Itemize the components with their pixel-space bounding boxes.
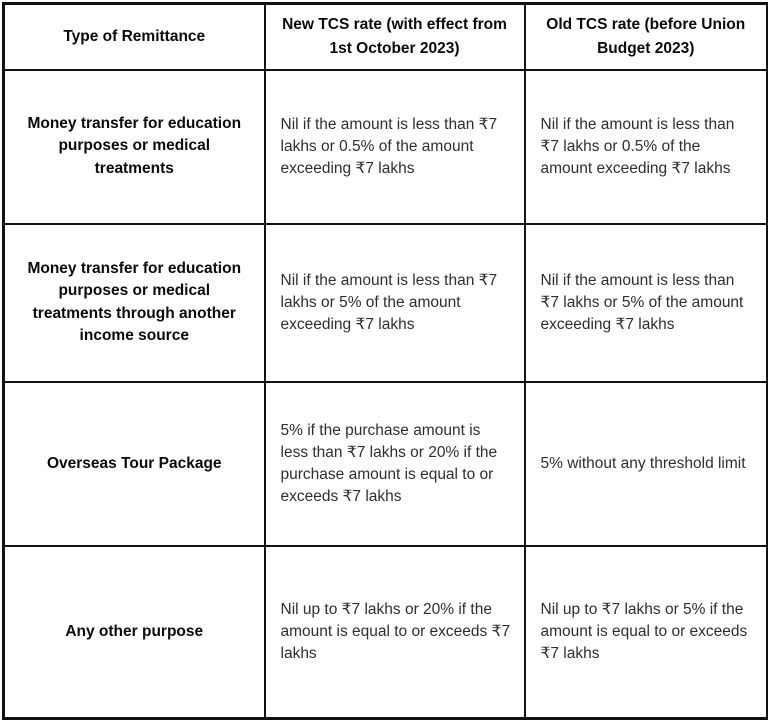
remittance-type-cell: Money transfer for education purposes or medical treatments (4, 70, 265, 224)
remittance-type-cell: Any other purpose (4, 546, 265, 718)
header-row (4, 4, 768, 70)
column-header-new-tcs-rate: New TCS rate (with effect from 1st October 2023) (265, 4, 525, 70)
remittance-type-cell: Money transfer for education purposes or medical treatments through another income source (4, 224, 265, 382)
table-row-education-medical-other-income (4, 224, 768, 382)
old-rate-cell: Nil if the amount is less than ₹7 lakhs or 0.5% of the amount exceeding ₹7 lakhs (525, 70, 768, 224)
new-rate-cell: Nil if the amount is less than ₹7 lakhs or 5% of the amount exceeding ₹7 lakhs (265, 224, 525, 382)
new-rate-cell: Nil up to ₹7 lakhs or 20% if the amount is equal to or exceeds ₹7 lakhs (265, 546, 525, 718)
column-header-type-of-remittance: Type of Remittance (4, 4, 265, 70)
old-rate-cell: Nil up to ₹7 lakhs or 5% if the amount is equal to or exceeds ₹7 lakhs (525, 546, 768, 718)
old-rate-cell: 5% without any threshold limit (525, 382, 768, 546)
table-row-any-other-purpose (4, 546, 768, 718)
column-header-old-tcs-rate: Old TCS rate (before Union Budget 2023) (525, 4, 768, 70)
new-rate-cell: Nil if the amount is less than ₹7 lakhs or 0.5% of the amount exceeding ₹7 lakhs (265, 70, 525, 224)
tcs-rates-table (2, 2, 768, 720)
new-rate-cell: 5% if the purchase amount is less than ₹7 lakhs or 20% if the purchase amount is equal to or exceeds ₹7 lakhs (265, 382, 525, 546)
table-row-education-medical (4, 70, 768, 224)
remittance-type-cell: Overseas Tour Package (4, 382, 265, 546)
old-rate-cell: Nil if the amount is less than ₹7 lakhs or 5% of the amount exceeding ₹7 lakhs (525, 224, 768, 382)
table-row-overseas-tour-package (4, 382, 768, 546)
